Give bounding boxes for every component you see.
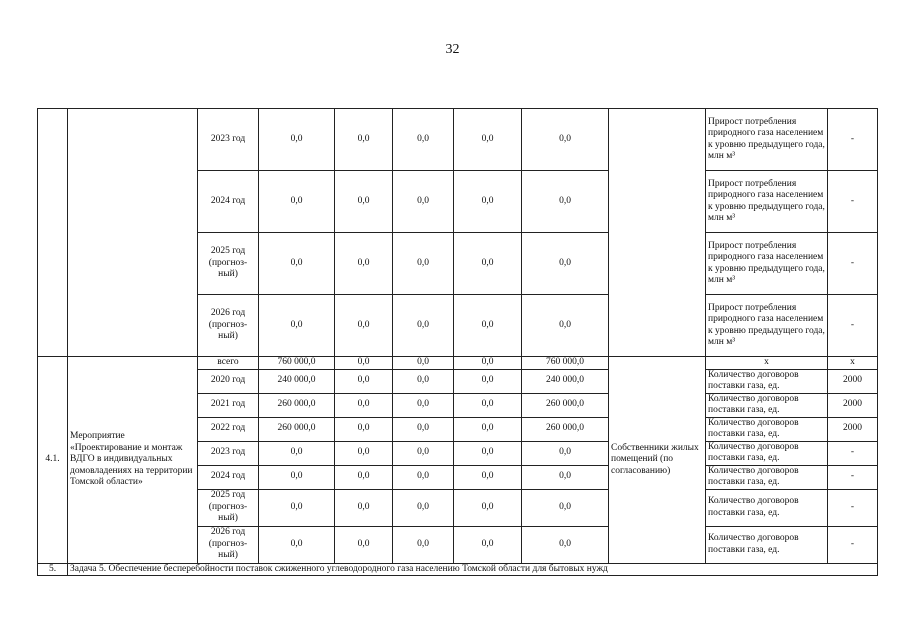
value-cell: 0,0 (335, 233, 393, 295)
value-cell: 0,0 (393, 441, 454, 465)
target-cell: - (828, 526, 878, 563)
value-cell: 0,0 (522, 526, 609, 563)
target-cell: - (828, 441, 878, 465)
value-cell: 0,0 (335, 109, 393, 171)
value-cell: 0,0 (454, 417, 522, 441)
indicator-cell: Количество договоров поставки газа, ед. (706, 417, 828, 441)
value-cell: 0,0 (522, 109, 609, 171)
value-cell: 0,0 (522, 489, 609, 526)
value-cell: 0,0 (259, 233, 335, 295)
value-cell: 0,0 (335, 369, 393, 393)
table-row (38, 563, 878, 576)
value-cell: 0,0 (454, 441, 522, 465)
year-cell: 2024 год (198, 171, 259, 233)
value-cell: 0,0 (522, 171, 609, 233)
value-cell: 0,0 (454, 526, 522, 563)
target-cell: - (828, 295, 878, 357)
indicator-cell: Количество договоров поставки газа, ед. (706, 526, 828, 563)
page-number: 32 (445, 42, 460, 57)
year-cell: 2026 год (прогноз-ный) (198, 526, 259, 563)
indicator-cell: Прирост потребления природного газа населением к уровню предыдущего года, млн м³ (706, 171, 828, 233)
target-cell: 2000 (828, 369, 878, 393)
target-cell: - (828, 465, 878, 489)
value-cell: 0,0 (335, 417, 393, 441)
indicator-cell: Количество договоров поставки газа, ед. (706, 441, 828, 465)
target-cell: - (828, 109, 878, 171)
year-cell: 2025 год (прогноз-ный) (198, 489, 259, 526)
year-cell: 2023 год (198, 109, 259, 171)
task-number: 5. (38, 563, 68, 576)
value-cell: 260 000,0 (259, 417, 335, 441)
value-cell: 0,0 (522, 465, 609, 489)
value-cell: 0,0 (393, 295, 454, 357)
year-cell: всего (198, 357, 259, 370)
value-cell: 760 000,0 (259, 357, 335, 370)
value-cell: 0,0 (393, 357, 454, 370)
value-cell: 240 000,0 (259, 369, 335, 393)
value-cell: 0,0 (393, 393, 454, 417)
value-cell: 260 000,0 (522, 393, 609, 417)
target-cell: - (828, 171, 878, 233)
value-cell: 0,0 (522, 441, 609, 465)
value-cell: 0,0 (259, 489, 335, 526)
value-cell: 0,0 (259, 526, 335, 563)
value-cell: 0,0 (522, 233, 609, 295)
target-cell: х (828, 357, 878, 370)
year-cell: 2021 год (198, 393, 259, 417)
indicator-cell: Количество договоров поставки газа, ед. (706, 369, 828, 393)
value-cell: 0,0 (393, 465, 454, 489)
executor-cell-empty (609, 109, 706, 357)
value-cell: 0,0 (454, 369, 522, 393)
value-cell: 0,0 (335, 465, 393, 489)
value-cell: 0,0 (335, 526, 393, 563)
target-cell: - (828, 489, 878, 526)
indicator-cell: Количество договоров поставки газа, ед. (706, 393, 828, 417)
value-cell: 240 000,0 (522, 369, 609, 393)
name-cell-empty (68, 109, 198, 357)
program-table (37, 108, 878, 576)
indicator-cell: Прирост потребления природного газа населением к уровню предыдущего года, млн м³ (706, 295, 828, 357)
activity-number: 4.1. (38, 357, 68, 564)
indicator-cell: Прирост потребления природного газа населением к уровню предыдущего года, млн м³ (706, 233, 828, 295)
value-cell: 260 000,0 (522, 417, 609, 441)
value-cell: 0,0 (335, 441, 393, 465)
value-cell: 0,0 (393, 109, 454, 171)
value-cell: 0,0 (522, 295, 609, 357)
value-cell: 0,0 (393, 526, 454, 563)
value-cell: 0,0 (335, 295, 393, 357)
value-cell: 0,0 (259, 441, 335, 465)
value-cell: 0,0 (393, 489, 454, 526)
value-cell: 0,0 (393, 369, 454, 393)
indicator-cell: Количество договоров поставки газа, ед. (706, 465, 828, 489)
value-cell: 0,0 (454, 171, 522, 233)
executor-cell: Собственники жилых помещений (по согласованию) (609, 357, 706, 564)
table-row (38, 109, 878, 171)
value-cell: 0,0 (393, 417, 454, 441)
task-title: Задача 5. Обеспечение бесперебойности поставок сжиженного углеводородного газа населению Томской области для бытовых нужд (68, 563, 878, 576)
value-cell: 0,0 (335, 357, 393, 370)
year-cell: 2025 год (прогноз-ный) (198, 233, 259, 295)
value-cell: 0,0 (454, 295, 522, 357)
value-cell: 0,0 (454, 357, 522, 370)
table-row (38, 357, 878, 370)
value-cell: 0,0 (335, 393, 393, 417)
indicator-cell: Количество договоров поставки газа, ед. (706, 489, 828, 526)
num-cell-empty (38, 109, 68, 357)
indicator-cell: х (706, 357, 828, 370)
value-cell: 0,0 (335, 171, 393, 233)
value-cell: 0,0 (259, 465, 335, 489)
value-cell: 0,0 (259, 109, 335, 171)
year-cell: 2020 год (198, 369, 259, 393)
value-cell: 0,0 (335, 489, 393, 526)
target-cell: 2000 (828, 393, 878, 417)
value-cell: 0,0 (259, 295, 335, 357)
value-cell: 0,0 (454, 489, 522, 526)
value-cell: 0,0 (454, 233, 522, 295)
year-cell: 2023 год (198, 441, 259, 465)
year-cell: 2022 год (198, 417, 259, 441)
year-cell: 2024 год (198, 465, 259, 489)
value-cell: 0,0 (454, 465, 522, 489)
indicator-cell: Прирост потребления природного газа населением к уровню предыдущего года, млн м³ (706, 109, 828, 171)
value-cell: 0,0 (454, 393, 522, 417)
value-cell: 0,0 (259, 171, 335, 233)
value-cell: 0,0 (454, 109, 522, 171)
target-cell: 2000 (828, 417, 878, 441)
activity-name: Мероприятие «Проектирование и монтаж ВДГО в индивидуальных домовладениях на территории Томской области» (68, 357, 198, 564)
value-cell: 260 000,0 (259, 393, 335, 417)
value-cell: 760 000,0 (522, 357, 609, 370)
target-cell: - (828, 233, 878, 295)
value-cell: 0,0 (393, 171, 454, 233)
year-cell: 2026 год (прогноз-ный) (198, 295, 259, 357)
value-cell: 0,0 (393, 233, 454, 295)
